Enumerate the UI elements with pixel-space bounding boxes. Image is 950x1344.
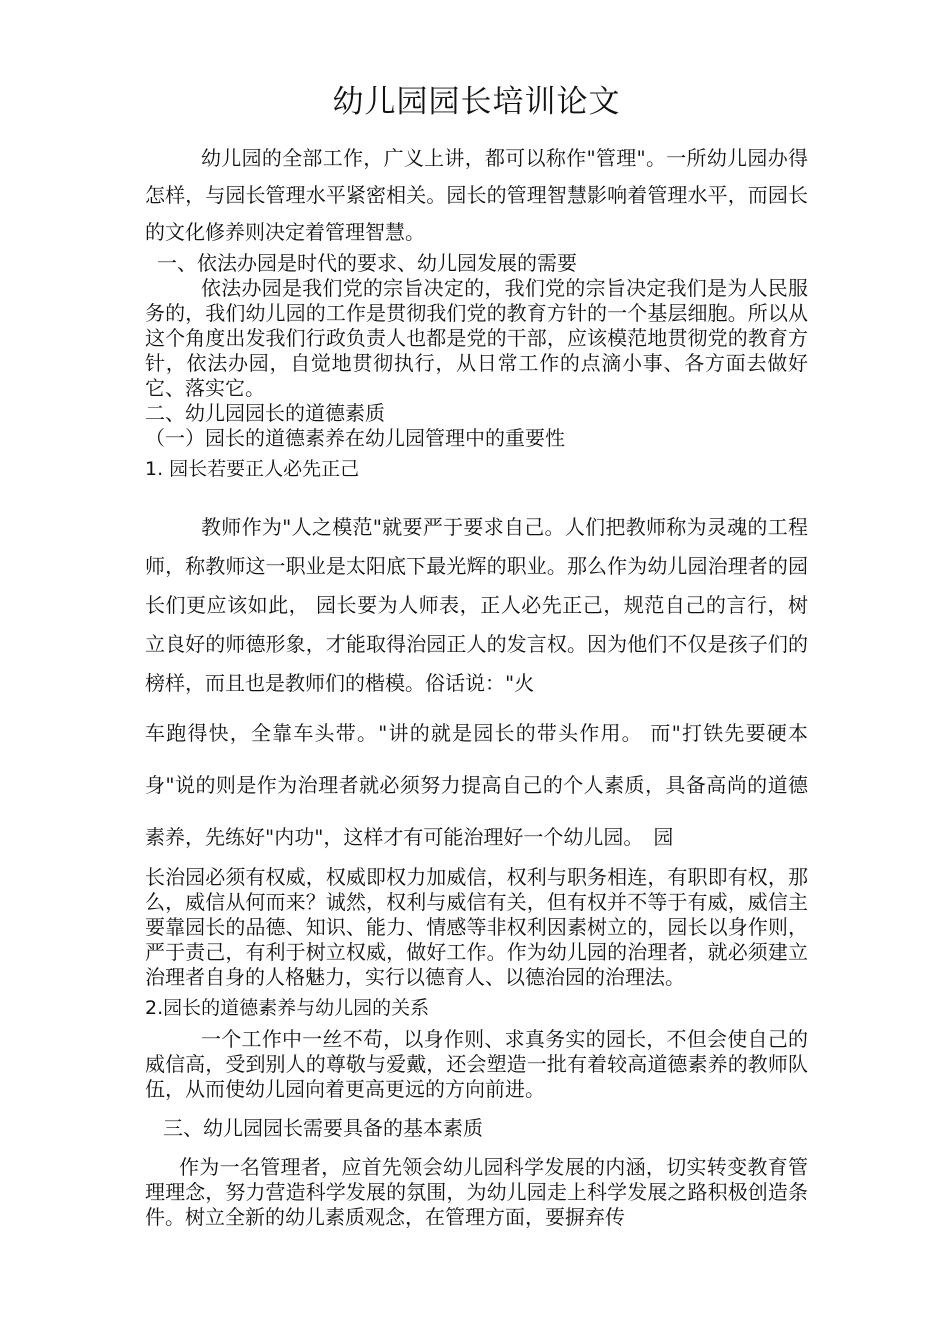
section-heading-3: 三、幼儿园园长需要具备的基本素质 bbox=[163, 1116, 483, 1140]
subsection-heading-2-1-2: 2.园长的道德素养与幼儿园的关系 bbox=[145, 997, 430, 1019]
document-title: 幼儿园园长培训论文 bbox=[332, 84, 621, 120]
section-heading-1: 一、依法办园是时代的要求、幼儿园发展的需要 bbox=[157, 251, 577, 275]
section-2-paragraph-part-b: 车跑得快，全靠车头带。"讲的就是园长的带头作用。 而"打铁先要硬本身"说的则是作为治理者就必须努力提高自己的个人素质，具备高尚的道德素养，先练好"内功"，这样才有可能治理好一个幼儿园。 园 bbox=[145, 721, 808, 849]
spacer bbox=[145, 1102, 808, 1116]
spacer bbox=[145, 1141, 808, 1155]
subsection-heading-2-1-1: 1. 园长若要正人必先正己 bbox=[145, 458, 360, 480]
intro-paragraph-first-line bbox=[145, 140, 808, 251]
subsection-heading-2-1: （一）园长的道德素养在幼儿园管理中的重要性 bbox=[145, 426, 565, 450]
section-2-2-paragraph: 一个工作中一丝不苟，以身作则、求真务实的园长，不但会使自己的威信高，受到别人的尊敬与爱戴，还会塑造一批有着较高道德素养的教师队伍，从而使幼儿园向着更高更远的方向前进。 bbox=[145, 1027, 808, 1101]
section-2-paragraph-part-c: 长治园必须有权威，权威即权力加威信，权利与职务相连，有职即有权，那么，威信从何而来？诚然，权利与威信有关，但有权并不等于有威，威信主要靠园长的品德、知识、能力、情感等非权利因素树立的，园长以身作则，严于责己，有利于树立权威，做好工作。作为幼儿园的治理者，就必须建立治理者自身的人格魅力，实行以德育人、以德治园的治理法。 bbox=[145, 865, 808, 989]
spacer bbox=[145, 482, 808, 508]
intro-paragraph: 幼儿园的全部工作，广义上讲，都可以称作"管理"。一所幼儿园办得怎样，与园长管理水平紧密相关。园长的管理智慧影响着管理水平，而园长的文化修养则决定着管理智慧。 bbox=[145, 146, 808, 244]
section-1-paragraph: 依法办园是我们党的宗旨决定的，我们党的宗旨决定我们是为人民服务的，我们幼儿园的工作是贯彻我们党的教育方针的一个基层细胞。所以从这个角度出发我们行政负责人也都是党的干部，应该模范地贯彻党的教育方针，依法办园，自觉地贯彻执行，从日常工作的点滴小事、各方面去做好它、落实它。 bbox=[145, 276, 808, 400]
section-heading-2: 二、幼儿园园长的道德素质 bbox=[145, 401, 385, 425]
section-3-paragraph: 作为一名管理者，应首先领会幼儿园科学发展的内涵，切实转变教育管理理念，努力营造科学发展的氛围，为幼儿园走上科学发展之路积极创造条件。树立全新的幼儿素质观念，在管理方面，要摒弃传 bbox=[145, 1155, 808, 1229]
section-2-paragraph-part-a: 教师作为"人之模范"就要严于要求自己。人们把教师称为灵魂的工程师，称教师这一职业是太阳底下最光辉的职业。那么作为幼儿园治理者的园长们更应该如此， 园长要为人师表，正人必先正己，规范自己的言行，树立良好的师德形象，才能取得治园正人的发言权。因为他们不仅是孩子们的榜样，而且也是教师们的楷模。俗话说："火 bbox=[145, 515, 808, 695]
